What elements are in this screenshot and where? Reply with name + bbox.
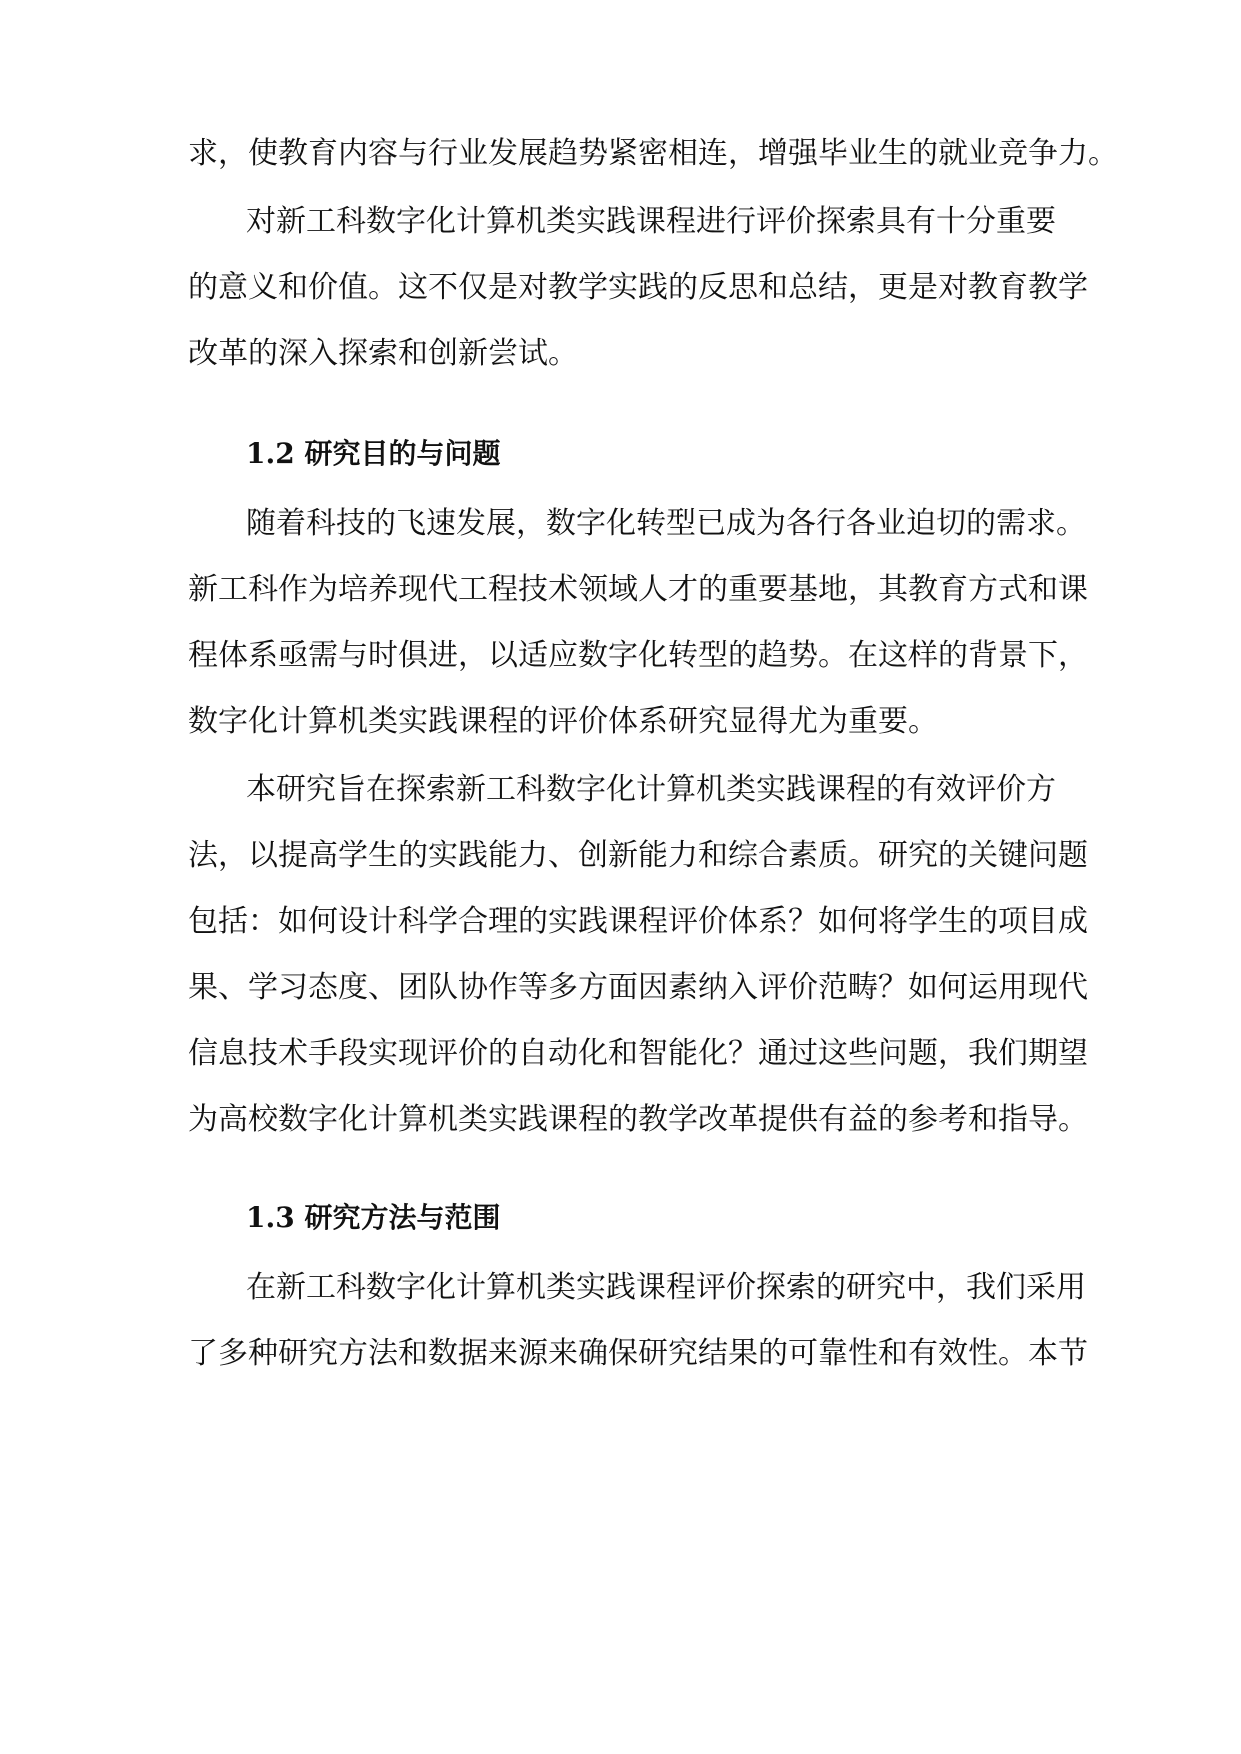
paragraph-line: 为高校数字化计算机类实践课程的教学改革提供有益的参考和指导。 <box>188 1102 1088 1137</box>
paragraph-line: 果、学习态度、团队协作等多方面因素纳入评价范畴？如何运用现代 <box>188 970 1088 1005</box>
paragraph-line: 包括：如何设计科学合理的实践课程评价体系？如何将学生的项目成 <box>188 904 1088 939</box>
paragraph-line: 的意义和价值。这不仅是对教学实践的反思和总结，更是对教育教学 <box>188 270 1088 305</box>
paragraph-line: 求，使教育内容与行业发展趋势紧密相连，增强毕业生的就业竞争力。 <box>188 136 1118 171</box>
paragraph-line: 法，以提高学生的实践能力、创新能力和综合素质。研究的关键问题 <box>188 838 1088 873</box>
paragraph-line: 信息技术手段实现评价的自动化和智能化？通过这些问题，我们期望 <box>188 1036 1088 1071</box>
paragraph-line: 了多种研究方法和数据来源来确保研究结果的可靠性和有效性。本节 <box>188 1336 1088 1371</box>
paragraph-line: 本研究旨在探索新工科数字化计算机类实践课程的有效评价方 <box>246 772 1056 807</box>
section-heading-1-2: 1.2 研究目的与问题 <box>246 437 501 470</box>
paragraph-line: 改革的深入探索和创新尝试。 <box>188 336 578 371</box>
paragraph-line: 程体系亟需与时俱进，以适应数字化转型的趋势。在这样的背景下， <box>188 638 1088 673</box>
paragraph-line: 随着科技的飞速发展，数字化转型已成为各行各业迫切的需求。 <box>246 506 1086 541</box>
paragraph-line: 对新工科数字化计算机类实践课程进行评价探索具有十分重要 <box>246 204 1056 239</box>
paragraph-line: 在新工科数字化计算机类实践课程评价探索的研究中，我们采用 <box>246 1270 1086 1305</box>
paragraph-line: 数字化计算机类实践课程的评价体系研究显得尤为重要。 <box>188 704 938 739</box>
section-heading-1-3: 1.3 研究方法与范围 <box>246 1201 501 1234</box>
paragraph-line: 新工科作为培养现代工程技术领域人才的重要基地，其教育方式和课 <box>188 572 1088 607</box>
